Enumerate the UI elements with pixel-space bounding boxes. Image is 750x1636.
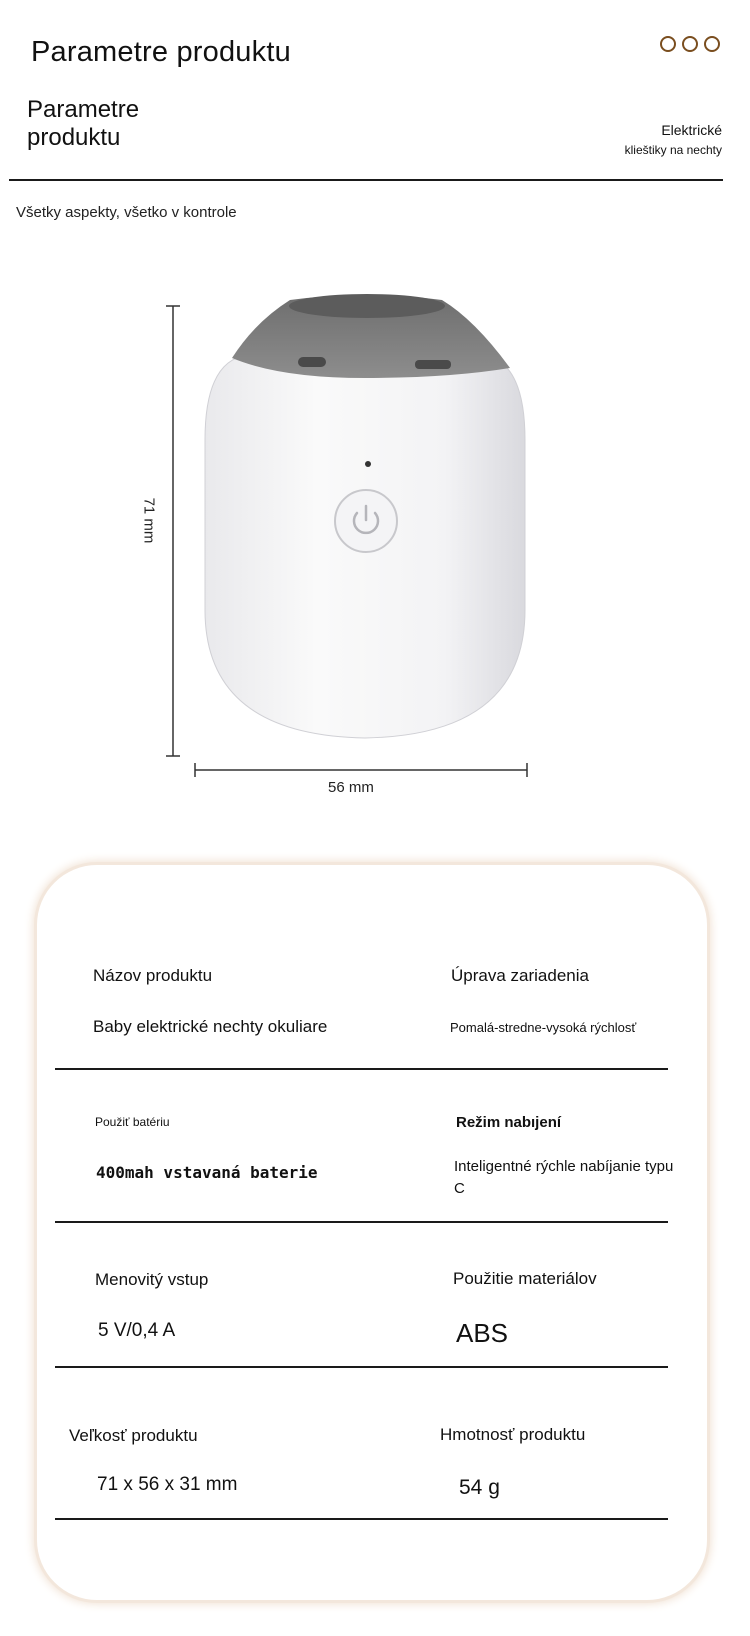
circle-icon xyxy=(660,36,676,52)
product-weight-value: 54 g xyxy=(459,1476,500,1499)
charging-mode-value xyxy=(454,1156,694,1200)
product-weight-label: Hmotnosť produktu xyxy=(440,1425,586,1444)
row-divider xyxy=(55,1068,668,1070)
rated-input-label: Menovitý vstup xyxy=(95,1270,209,1289)
charging-mode-line2: C xyxy=(454,1180,465,1197)
product-name-label: Názov produktu xyxy=(93,966,213,985)
material-label: Použitie materiálov xyxy=(453,1269,597,1288)
header-divider xyxy=(9,179,723,181)
rated-input-value: 5 V/0,4 A xyxy=(98,1320,176,1341)
product-type xyxy=(625,120,722,160)
charging-mode-line1: Inteligentné rýchle nabíjanie typu xyxy=(454,1158,674,1175)
product-type-line2: klieštiky na nechty xyxy=(624,143,722,157)
row-divider xyxy=(55,1366,668,1368)
decorative-dots xyxy=(660,36,720,52)
product-name-value: Baby elektrické nechty okuliare xyxy=(93,1017,328,1036)
section-heading-line2: produktu xyxy=(27,124,121,151)
battery-label: Použiť batériu xyxy=(95,1115,170,1129)
speed-setting-label: Úprava zariadenia xyxy=(451,966,589,985)
circle-icon xyxy=(704,36,720,52)
charging-mode-label: Režim nabıjení xyxy=(456,1114,562,1131)
battery-value: 400mah vstavaná baterie xyxy=(96,1163,318,1182)
height-dimension-line xyxy=(166,306,180,756)
slogan: Všetky aspekty, všetko v kontrole xyxy=(16,204,237,221)
product-size-value: 71 x 56 x 31 mm xyxy=(97,1474,238,1495)
height-label: 71 mm xyxy=(140,497,158,544)
product-type-line1: Elektrické xyxy=(661,122,722,138)
row-divider xyxy=(55,1221,668,1223)
circle-icon xyxy=(682,36,698,52)
section-heading-line1: Parametre xyxy=(27,96,140,123)
material-value: ABS xyxy=(456,1318,509,1348)
product-illustration xyxy=(0,290,750,810)
width-dimension-line xyxy=(195,763,527,777)
width-label: 56 mm xyxy=(328,779,374,796)
row-divider xyxy=(55,1518,668,1520)
page-title: Parametre produktu xyxy=(31,36,291,68)
section-heading xyxy=(27,96,139,152)
speed-setting-value: Pomalá-stredne-vysoká rýchlosť xyxy=(450,1020,637,1035)
product-size-label: Veľkosť produktu xyxy=(69,1426,198,1445)
